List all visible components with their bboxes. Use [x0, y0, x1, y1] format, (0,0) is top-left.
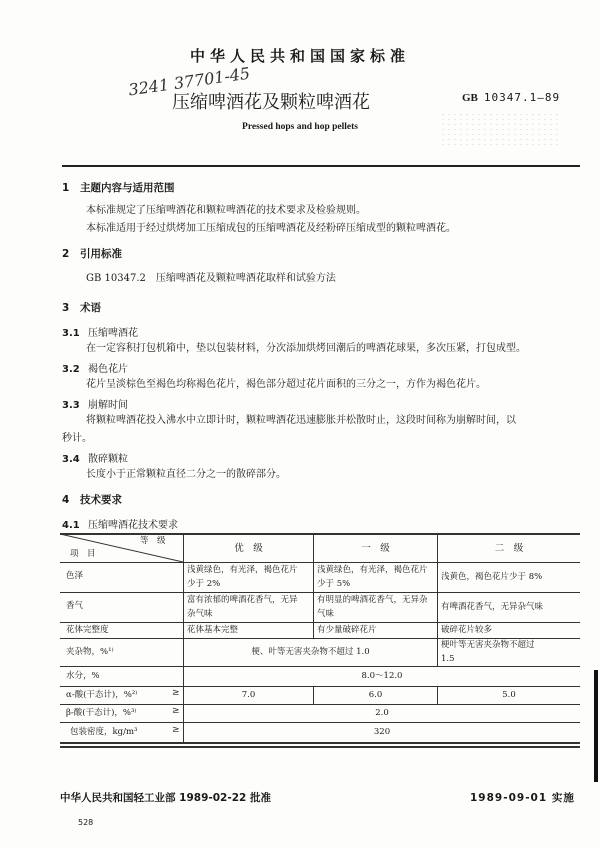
- standard-code: 10347.1—89: [483, 91, 561, 104]
- term-3-1-heading: 3.1 压缩啤酒花: [62, 328, 138, 339]
- section-1-heading: 1 主题内容与适用范围: [62, 182, 175, 194]
- term-3-3-definition-cont: 秒计。: [62, 433, 92, 444]
- page-number: 528: [78, 818, 94, 827]
- row-label-aroma: 香气: [66, 601, 84, 611]
- table-row-line: [60, 686, 580, 687]
- cell-aroma-grade2: 有啤酒花香气，无异杂气味: [441, 602, 544, 612]
- cell-integrity-grade1: 有少量破碎花片: [317, 625, 377, 635]
- corner-item-label: 项 目: [70, 549, 96, 559]
- cell-alpha-grade2: 5.0: [502, 690, 516, 700]
- row-label-color: 色泽: [66, 571, 84, 581]
- cell-alpha-grade1: 6.0: [368, 690, 383, 700]
- cell-integrity-premium: 花体基本完整: [187, 625, 239, 635]
- ge-symbol: ≥: [172, 706, 180, 716]
- cell-impurities-premium-grade1: 梗、叶等无害夹杂物不超过 1.0: [251, 647, 370, 657]
- term-3-3-heading: 3.3 崩解时间: [62, 400, 128, 411]
- standard-number: [462, 91, 560, 104]
- table-row-line: [60, 592, 580, 593]
- column-header-grade-1: 一 级: [361, 543, 390, 554]
- cell-aroma-premium: 富有浓郁的啤酒花香气，无异: [187, 595, 298, 605]
- section-1-para-1: 本标准规定了压缩啤酒花和颗粒啤酒花的技术要求及检验规则。: [86, 205, 366, 216]
- effective-date: 1989-09-01 实施: [470, 792, 575, 804]
- cell-impurities-grade2-cont: 1.5: [441, 654, 455, 664]
- section-3-heading: 3 术语: [62, 302, 101, 314]
- column-header-grade-2: 二 级: [494, 543, 524, 554]
- term-3-2-heading: 3.2 褐色花片: [62, 364, 128, 375]
- section-4-heading: 4 技术要求: [62, 494, 122, 506]
- cell-color-premium-cont: 少于 2%: [187, 579, 221, 589]
- row-label-moisture: 水分，%: [66, 671, 100, 681]
- section-1-para-2: 本标准适用于经过烘烤加工压缩成包的压缩啤酒花及经粉碎压缩成型的颗粒啤酒花。: [86, 223, 456, 234]
- document-title-en: Pressed hops and hop pellets: [242, 122, 358, 132]
- cell-alpha-premium: 7.0: [241, 690, 256, 700]
- row-label-packing-density: 包装密度，kg/m³: [70, 727, 138, 737]
- cell-packing-density-all: 320: [373, 727, 391, 737]
- cell-moisture-all: 8.0～12.0: [361, 671, 403, 681]
- scan-edge-artifact: [594, 670, 598, 782]
- issuing-authority-title: 中华人民共和国国家标准: [189, 47, 410, 65]
- corner-grade-label: 等 级: [140, 536, 166, 546]
- term-3-4-definition: 长度小于正常颗粒直径二分之一的散碎部分。: [86, 469, 286, 480]
- footer-rule: [60, 746, 580, 748]
- cell-color-grade2: 浅黄色，褐色花片少于 8%: [441, 572, 543, 582]
- table-bottom-border: [60, 742, 580, 744]
- term-3-3-definition: 将颗粒啤酒花投入沸水中立即计时，颗粒啤酒花迅速膨胀并松散时止，这段时间称为崩解时间，以: [86, 415, 516, 426]
- document-title-cn: 压缩啤酒花及颗粒啤酒花: [172, 92, 370, 113]
- handwritten-annotation: 3241 37701-45: [127, 63, 252, 100]
- cell-integrity-grade2: 破碎花片较多: [441, 625, 493, 635]
- row-label-alpha-acid: α-酸(干态计)，%²⁾: [66, 690, 138, 700]
- cell-color-premium: 浅黄绿色，有光泽，褐色花片: [187, 565, 298, 575]
- cell-aroma-premium-cont: 杂气味: [187, 609, 213, 619]
- term-3-2-definition: 花片呈淡棕色至褐色均称褐色花片，褐色部分超过花片面积的三分之一，方作为褐色花片。: [86, 379, 486, 390]
- row-label-beta-acid: β-酸(干态计)，%³⁾: [66, 708, 137, 718]
- section-2-para-1: GB 10347.2 压缩啤酒花及颗粒啤酒花取样和试验方法: [86, 273, 336, 284]
- term-3-4-heading: 3.4 散碎颗粒: [62, 454, 128, 465]
- row-label-integrity: 花体完整度: [66, 625, 109, 635]
- cell-color-grade1: 浅黄绿色，有光泽，褐色花片: [317, 565, 428, 575]
- cell-color-grade1-cont: 少于 5%: [317, 579, 351, 589]
- section-2-heading: 2 引用标准: [62, 248, 122, 260]
- header-rule: [62, 165, 580, 167]
- approval-statement: 中华人民共和国轻工业部 1989-02-22 批准: [60, 792, 271, 804]
- table-row-line: [60, 622, 580, 623]
- cell-aroma-grade1-cont: 气味: [317, 609, 335, 619]
- cell-aroma-grade1: 有明显的啤酒花香气，无异杂: [317, 595, 428, 605]
- term-3-1-definition: 在一定容积打包机箱中，垫以包装材料，分次添加烘烤回潮后的啤酒花球果，多次压紧，打包成型。: [86, 343, 526, 354]
- ge-symbol: ≥: [172, 688, 180, 698]
- hop-requirements-table: [60, 533, 580, 746]
- table-row-line: [60, 722, 580, 723]
- table-row-line: [60, 704, 580, 705]
- column-header-premium: 优 级: [234, 543, 263, 554]
- table-row-line: [60, 666, 580, 667]
- standard-prefix: GB: [462, 92, 478, 104]
- cell-impurities-grade2: 梗叶等无害夹杂物不超过: [441, 640, 535, 650]
- row-label-impurities: 夹杂物，%¹⁾: [66, 647, 114, 657]
- ge-symbol: ≥: [172, 725, 180, 735]
- subsection-4-1-heading: 4.1 压缩啤酒花技术要求: [62, 520, 178, 531]
- cell-beta-all: 2.0: [375, 708, 389, 718]
